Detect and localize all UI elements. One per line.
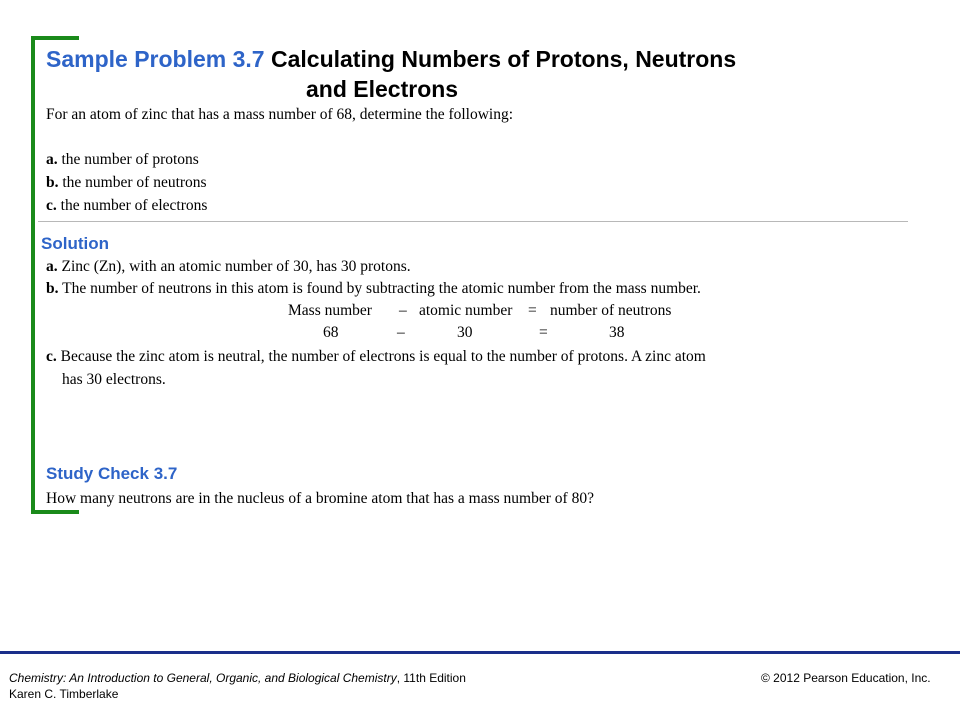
equation-value-middle: 30: [457, 324, 473, 341]
equation-word-left: Mass number: [288, 302, 372, 319]
equation-value-op2: =: [539, 324, 548, 341]
slide-title: [46, 44, 926, 104]
title-text-line2: and Electrons: [306, 76, 459, 102]
solution-c: [46, 347, 706, 367]
problem-item-letter: c.: [46, 197, 57, 214]
problem-item-c: [46, 196, 207, 216]
solution-text: Zinc (Zn), with an atomic number of 30, has 30 protons.: [61, 258, 411, 275]
equation-value-left: 68: [323, 324, 339, 341]
section-divider: [38, 221, 908, 222]
solution-heading: Solution: [41, 234, 109, 253]
problem-intro: For an atom of zinc that has a mass number of 68, determine the following:: [46, 106, 514, 123]
bracket-bottom: [31, 510, 79, 514]
solution-a: [46, 257, 411, 277]
solution-letter: a.: [46, 258, 58, 275]
study-check-heading: Study Check 3.7: [46, 464, 178, 483]
title-number: Sample Problem 3.7: [46, 46, 265, 72]
bracket-vertical: [31, 36, 35, 514]
solution-text: Because the zinc atom is neutral, the number of electrons is equal to the number of protons. A zinc atom: [60, 348, 706, 365]
bracket-top: [31, 36, 79, 40]
problem-item-a: [46, 150, 199, 170]
solution-letter: c.: [46, 348, 57, 365]
equation-word-middle: atomic number: [419, 302, 513, 319]
footer-edition: , 11th Edition: [396, 671, 466, 685]
equation-value-op1: –: [397, 324, 405, 341]
solution-letter: b.: [46, 280, 59, 297]
equation-word-op2: =: [528, 302, 537, 319]
solution-c-continued: has 30 electrons.: [62, 371, 166, 388]
problem-item-letter: a.: [46, 151, 58, 168]
footer-copyright: © 2012 Pearson Education, Inc.: [761, 671, 931, 685]
footer-author: Karen C. Timberlake: [9, 687, 119, 701]
footer-rule: [0, 651, 960, 654]
footer-book-title: Chemistry: An Introduction to General, Organic, and Biological Chemistry: [9, 671, 397, 685]
equation-word-op1: –: [399, 302, 407, 319]
study-check-question: How many neutrons are in the nucleus of a bromine atom that has a mass number of 80?: [46, 490, 594, 507]
solution-b: [46, 279, 701, 299]
problem-item-text: the number of electrons: [60, 197, 208, 214]
problem-item-text: the number of protons: [61, 151, 199, 168]
equation-word-right: number of neutrons: [550, 302, 672, 319]
equation-value-right: 38: [609, 324, 625, 341]
problem-item-text: the number of neutrons: [62, 174, 207, 191]
title-text-line1: Calculating Numbers of Protons, Neutrons: [270, 46, 737, 72]
footer-book: [9, 670, 466, 686]
solution-text: The number of neutrons in this atom is found by subtracting the atomic number from the mass number.: [62, 280, 701, 297]
problem-item-letter: b.: [46, 174, 59, 191]
problem-item-b: [46, 173, 207, 193]
